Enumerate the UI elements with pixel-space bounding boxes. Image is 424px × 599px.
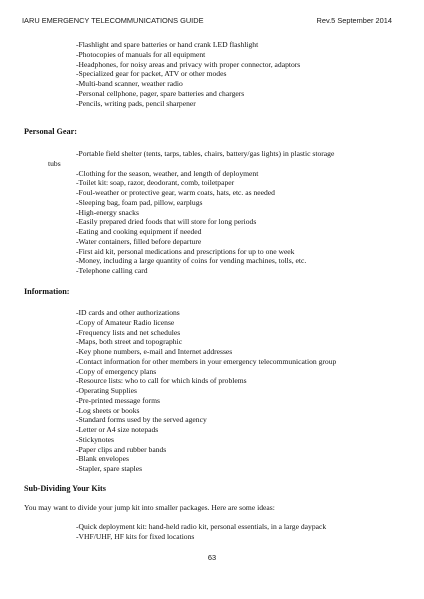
subdividing-intro: You may want to divide your jump kit into smaller packages. Here are some ideas:	[24, 503, 275, 512]
list-item: -Letter or A4 size notepads	[76, 425, 159, 434]
list-item: -Stapler, spare staples	[76, 464, 143, 473]
list-item: -Headphones, for noisy areas and privacy with proper connector, adaptors	[76, 59, 301, 69]
list-item: -Foul-weather or protective gear, warm coats, hats, etc. as needed	[76, 188, 275, 197]
section-heading-subdividing: Sub-Dividing Your Kits	[24, 484, 106, 493]
list-item: -Contact information for other members in your emergency telecommunication group	[76, 356, 337, 366]
page-number: 63	[207, 553, 217, 562]
list-item: -Copy of Amateur Radio license	[76, 317, 175, 327]
list-item: -Log sheets or books	[76, 405, 140, 415]
list-item: -Money, including a large quantity of coins for vending machines, tolls, etc.	[76, 256, 307, 266]
list-item: -ID cards and other authorizations	[76, 308, 180, 317]
list-item: -Flashlight and spare batteries or hand crank LED flashlight	[76, 40, 259, 49]
list-item: -Standard forms used by the served agency	[76, 415, 207, 425]
personal-gear-list	[48, 149, 335, 276]
page-header	[22, 16, 392, 28]
list-item: -Clothing for the season, weather, and length of deployment	[76, 168, 259, 178]
list-item: -Personal cellphone, pager, spare batteries and chargers	[76, 88, 245, 98]
list-item: -Pre-printed message forms	[76, 395, 160, 405]
list-item: -Quick deployment kit: hand-held radio kit, personal essentials, in a large daypack	[76, 522, 327, 531]
list-item: -Paper clips and rubber bands	[76, 444, 167, 454]
list-item: -Specialized gear for packet, ATV or other modes	[76, 69, 227, 79]
header-title: IARU EMERGENCY TELECOMMUNICATIONS GUIDE	[22, 16, 204, 25]
list-item: -Water containers, filled before departure	[76, 236, 202, 246]
section-heading-personal-gear: Personal Gear:	[24, 127, 77, 136]
list-item: -First aid kit, personal medications and prescriptions for up to one week	[76, 246, 295, 256]
list-item: -Resource lists: who to call for which kinds of problems	[76, 376, 247, 386]
information-list	[76, 308, 336, 474]
list-item: -Eating and cooking equipment if needed	[76, 227, 202, 236]
list-item: -Blank envelopes	[76, 454, 129, 464]
list-item: -Photocopies of manuals for all equipment	[76, 49, 206, 59]
list-item: -Stickynotes	[76, 434, 114, 444]
subdividing-list	[76, 522, 326, 542]
list-item: -High-energy snacks	[76, 207, 139, 217]
list-item: -Multi-band scanner, weather radio	[76, 79, 183, 88]
list-item: -Toilet kit: soap, razor, deodorant, comb, toiletpaper	[76, 178, 235, 188]
list-item: -Sleeping bag, foam pad, pillow, earplugs	[76, 197, 203, 207]
list-item-continuation: tubs	[48, 158, 61, 168]
list-item: -Key phone numbers, e-mail and Internet addresses	[76, 347, 233, 356]
list-item: -Easily prepared dried foods that will store for long periods	[76, 217, 257, 227]
list-item: -Copy of emergency plans	[76, 366, 157, 376]
list-item: -Pencils, writing pads, pencil sharpener	[76, 98, 196, 108]
list-item: -Portable field shelter (tents, tarps, tables, chairs, battery/gas lights) in plastic storage	[76, 149, 335, 158]
list-item: -Telephone calling card	[76, 266, 148, 275]
equipment-list-continued	[76, 40, 300, 108]
section-heading-information: Information:	[24, 287, 70, 296]
list-item: -VHF/UHF, HF kits for fixed locations	[76, 531, 195, 541]
list-item: -Frequency lists and net schedules	[76, 327, 181, 337]
header-revision: Rev.5 September 2014	[316, 16, 392, 25]
list-item: -Operating Supplies	[76, 386, 137, 395]
list-item: -Maps, both street and topographic	[76, 337, 183, 347]
